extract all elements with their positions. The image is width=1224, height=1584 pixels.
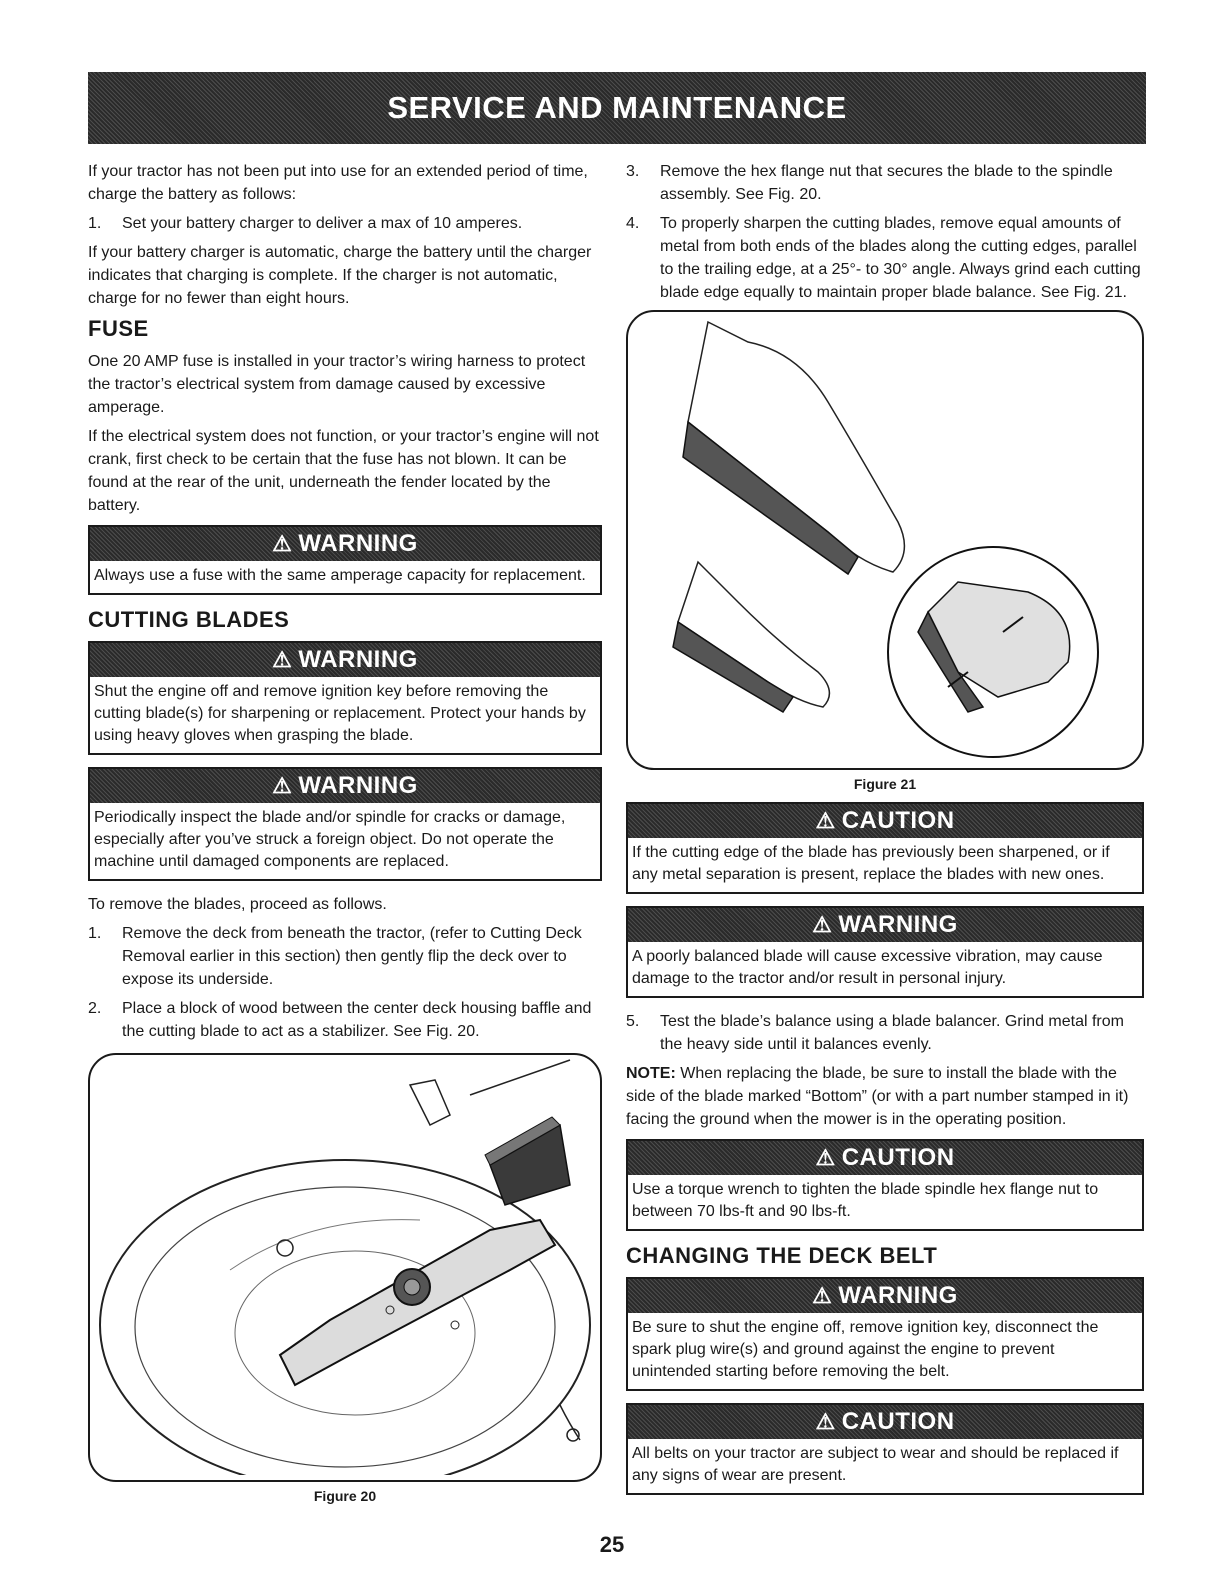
caution-box-wear xyxy=(626,1403,1144,1495)
section-banner xyxy=(88,72,1146,144)
warning-text: Shut the engine off and remove ignition key before removing the cutting blade(s) for sharpening or replacement. Protect your hands by using heavy gloves when grasping the blade. xyxy=(94,683,586,744)
remove-step-1: 1. Remove the deck from beneath the tractor, (refer to Cutting Deck Removal earlier in this section) then gently flip the deck over to expose its underside. xyxy=(88,925,582,988)
figure-21-illustration xyxy=(628,312,1142,762)
battery-auto-text: If your battery charger is automatic, charge the battery until the charger indicates that charging is complete. If the charger is not automatic, charge for no fewer than eight hours. xyxy=(88,244,592,307)
warning-box-belt xyxy=(626,1277,1144,1391)
battery-intro: If your tractor has not been put into use for an extended period of time, charge the battery as follows: xyxy=(88,163,588,203)
fuse-paragraph-1: One 20 AMP fuse is installed in your tractor’s wiring harness to protect the tractor’s electrical system from damage caused by excessive amperage. xyxy=(88,353,586,416)
warning-box-ignition xyxy=(88,641,602,755)
remove-step-2: 2. Place a block of wood between the center deck housing baffle and the cutting blade to act as a stabilizer. See Fig. 20. xyxy=(88,1000,592,1040)
warning-triangle-icon: ⚠ xyxy=(812,912,833,937)
warning-triangle-icon: ⚠ xyxy=(815,1145,836,1170)
note-label: NOTE: xyxy=(626,1065,676,1082)
warning-triangle-icon: ⚠ xyxy=(815,1409,836,1434)
caution-label: CAUTION xyxy=(841,1408,955,1435)
caution-label: CAUTION xyxy=(841,1144,955,1171)
caution-box-sharpened xyxy=(626,802,1144,894)
warning-triangle-icon: ⚠ xyxy=(272,773,293,798)
note-text: When replacing the blade, be sure to install the blade with the side of the blade marked “Bottom” (or with a part number stamped in it) facing the ground when the mower is in the operating position. xyxy=(626,1065,1129,1128)
warning-box-balance xyxy=(626,906,1144,998)
cutting-blades-heading: CUTTING BLADES xyxy=(88,607,290,632)
warning-label: WARNING xyxy=(298,646,418,673)
deck-belt-heading: CHANGING THE DECK BELT xyxy=(626,1243,938,1268)
fuse-paragraph-2: If the electrical system does not function, or your tractor’s engine will not crank, first check to be certain that the fuse has not blown. It can be found at the rear of the unit, underneath the fender located by the battery. xyxy=(88,428,599,514)
page-title: SERVICE AND MAINTENANCE xyxy=(387,90,847,125)
warning-triangle-icon: ⚠ xyxy=(272,647,293,672)
warning-text: Periodically inspect the blade and/or spindle for cracks or damage, especially after you’ve struck a foreign object. Do not operate the machine until damaged components are replaced. xyxy=(94,809,566,870)
warning-text: Be sure to shut the engine off, remove ignition key, disconnect the spark plug wire(s) and ground against the engine to prevent unintended starting before removing the belt. xyxy=(632,1319,1099,1380)
warning-label: WARNING xyxy=(298,530,418,557)
remove-step-4: 4. To properly sharpen the cutting blades, remove equal amounts of metal from both ends of the blades along the cutting edges, parallel to the trailing edge, at a 25°- to 30° angle. Always grind each cutting blade edge equally to maintain proper blade balance. See Fig. 21. xyxy=(626,215,1141,301)
caution-label: CAUTION xyxy=(841,807,955,834)
caution-box-torque xyxy=(626,1139,1144,1231)
figure-21-frame xyxy=(626,310,1144,770)
warning-label: WARNING xyxy=(838,911,958,938)
warning-text: Always use a fuse with the same amperage capacity for replacement. xyxy=(94,567,586,584)
warning-label: WARNING xyxy=(838,1282,958,1309)
figure-21-caption: Figure 21 xyxy=(853,776,917,792)
figure-20-frame xyxy=(88,1053,602,1482)
warning-label: WARNING xyxy=(298,772,418,799)
remove-step-3: 3. Remove the hex flange nut that secures the blade to the spindle assembly. See Fig. 20. xyxy=(626,163,1113,203)
warning-triangle-icon: ⚠ xyxy=(815,808,836,833)
caution-text: All belts on your tractor are subject to wear and should be replaced if any signs of wear are present. xyxy=(632,1445,1119,1484)
figure-20-caption: Figure 20 xyxy=(313,1488,377,1504)
warning-box-inspect xyxy=(88,767,602,881)
remove-step-5: 5. Test the blade’s balance using a blade balancer. Grind metal from the heavy side until it balances evenly. xyxy=(626,1013,1124,1053)
warning-text: A poorly balanced blade will cause excessive vibration, may cause damage to the tractor and/or result in personal injury. xyxy=(632,948,1103,987)
caution-text: If the cutting edge of the blade has previously been sharpened, or if any metal separation is present, replace the blades with new ones. xyxy=(632,844,1110,883)
caution-text: Use a torque wrench to tighten the blade spindle hex flange nut to between 70 lbs-ft and 90 lbs-ft. xyxy=(632,1181,1099,1220)
warning-box-fuse xyxy=(88,525,602,595)
page-number: 25 xyxy=(599,1532,625,1557)
note-paragraph xyxy=(626,1062,1144,1131)
warning-triangle-icon: ⚠ xyxy=(272,531,293,556)
left-column xyxy=(88,160,602,1514)
right-column xyxy=(626,160,1144,1507)
remove-blades-intro: To remove the blades, proceed as follows. xyxy=(88,896,387,913)
battery-step-1: 1. Set your battery charger to deliver a max of 10 amperes. xyxy=(88,215,523,232)
fuse-heading: FUSE xyxy=(88,316,149,341)
figure-20-illustration xyxy=(90,1055,600,1475)
warning-triangle-icon: ⚠ xyxy=(812,1283,833,1308)
